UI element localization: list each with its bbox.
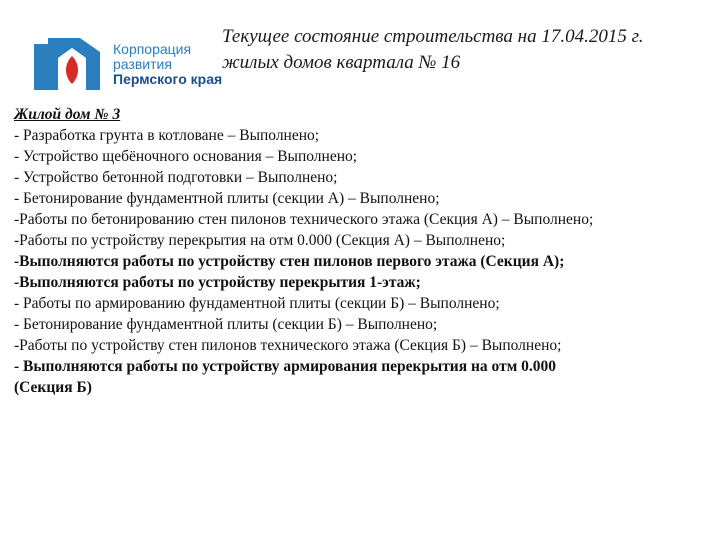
company-logo (28, 28, 228, 96)
list-item: -Выполняются работы по устройству перекрытия 1-этаж; (14, 274, 421, 291)
list-item: -Выполняются работы по устройству стен пилонов первого этажа (Секция А); (14, 253, 565, 270)
status-list (14, 125, 714, 398)
list-item: - Бетонирование фундаментной плиты (секции Б) – Выполнено; (14, 316, 438, 333)
list-item: - Работы по армированию фундаментной плиты (секции Б) – Выполнено; (14, 295, 500, 312)
list-item: -Работы по устройству перекрытия на отм 0.000 (Секция А) – Выполнено; (14, 232, 506, 249)
list-item: -Работы по устройству стен пилонов технического этажа (Секция Б) – Выполнено; (14, 337, 562, 354)
list-item: -Работы по бетонированию стен пилонов технического этажа (Секция А) – Выполнено; (14, 211, 594, 228)
page-title (222, 24, 702, 76)
list-item: - Устройство щебёночного основания – Выполнено; (14, 148, 358, 165)
house-roof-icon (28, 28, 108, 96)
logo-line-1: Корпорация (113, 41, 192, 57)
section-heading: Жилой дом № 3 (14, 106, 121, 123)
logo-line-3: Пермского края (113, 71, 223, 87)
status-content (14, 104, 714, 398)
title-line-1: Текущее состояние строительства на 17.04.2015 г. (222, 26, 644, 47)
logo-line-2: развития (113, 56, 172, 72)
list-item: (Секция Б) (14, 379, 92, 396)
list-item: - Устройство бетонной подготовки – Выполнено; (14, 169, 338, 186)
title-line-2: жилых домов квартала № 16 (222, 52, 461, 73)
list-item: - Разработка грунта в котловане – Выполнено; (14, 127, 320, 144)
list-item: - Бетонирование фундаментной плиты (секции А) – Выполнено; (14, 190, 440, 207)
logo-text (113, 42, 222, 87)
list-item: - Выполняются работы по устройству армирования перекрытия на отм 0.000 (14, 358, 557, 375)
